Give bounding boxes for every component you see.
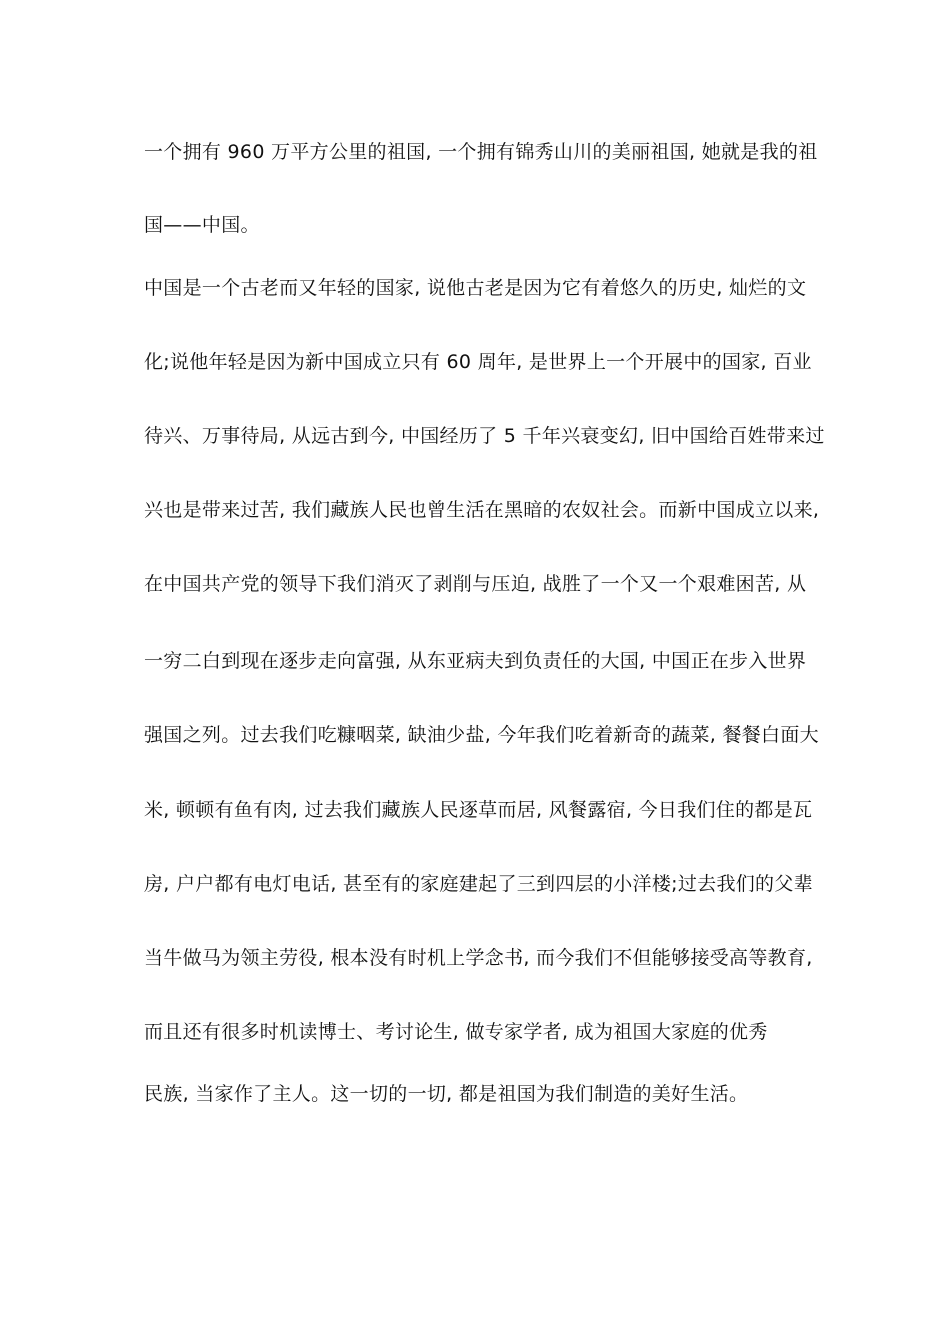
text-line-8: 一穷二白到现在逐步走向富强, 从东亚病夫到负责任的大国, 中国正在步入世界 xyxy=(144,650,807,672)
text-line-14: 民族, 当家作了主人。这一切的一切, 都是祖国为我们制造的美好生活。 xyxy=(144,1083,749,1105)
text-line-3: 中国是一个古老而又年轻的国家, 说他古老是因为它有着悠久的历史, 灿烂的文 xyxy=(144,277,807,299)
text-line-7: 在中国共产党的领导下我们消灭了剥削与压迫, 战胜了一个又一个艰难困苦, 从 xyxy=(144,573,807,595)
text-line-9: 强国之列。过去我们吃糠咽菜, 缺油少盐, 今年我们吃着新奇的蔬菜, 餐餐白面大 xyxy=(144,724,819,746)
text-line-10: 米, 顿顿有鱼有肉, 过去我们藏族人民逐草而居, 风餐露宿, 今日我们住的都是瓦 xyxy=(144,799,813,821)
text-line-11: 房, 户户都有电灯电话, 甚至有的家庭建起了三到四层的小洋楼;过去我们的父辈 xyxy=(144,873,813,895)
text-line-5: 待兴、万事待局, 从远古到今, 中国经历了 5 千年兴衰变幻, 旧中国给百姓带来过 xyxy=(144,425,825,447)
text-line-13: 而且还有很多时机读博士、考讨论生, 做专家学者, 成为祖国大家庭的优秀 xyxy=(144,1021,768,1043)
text-line-6: 兴也是带来过苦, 我们藏族人民也曾生活在黑暗的农奴社会。而新中国成立以来, xyxy=(144,499,820,521)
text-line-2: 国——中国。 xyxy=(144,214,260,236)
text-line-1: 一个拥有 960 万平方公里的祖国, 一个拥有锦秀山川的美丽祖国, 她就是我的祖 xyxy=(144,141,818,163)
text-line-12: 当牛做马为领主劳役, 根本没有时机上学念书, 而今我们不但能够接受高等教育, xyxy=(144,947,813,969)
text-line-4: 化;说他年轻是因为新中国成立只有 60 周年, 是世界上一个开展中的国家, 百业 xyxy=(144,351,812,373)
